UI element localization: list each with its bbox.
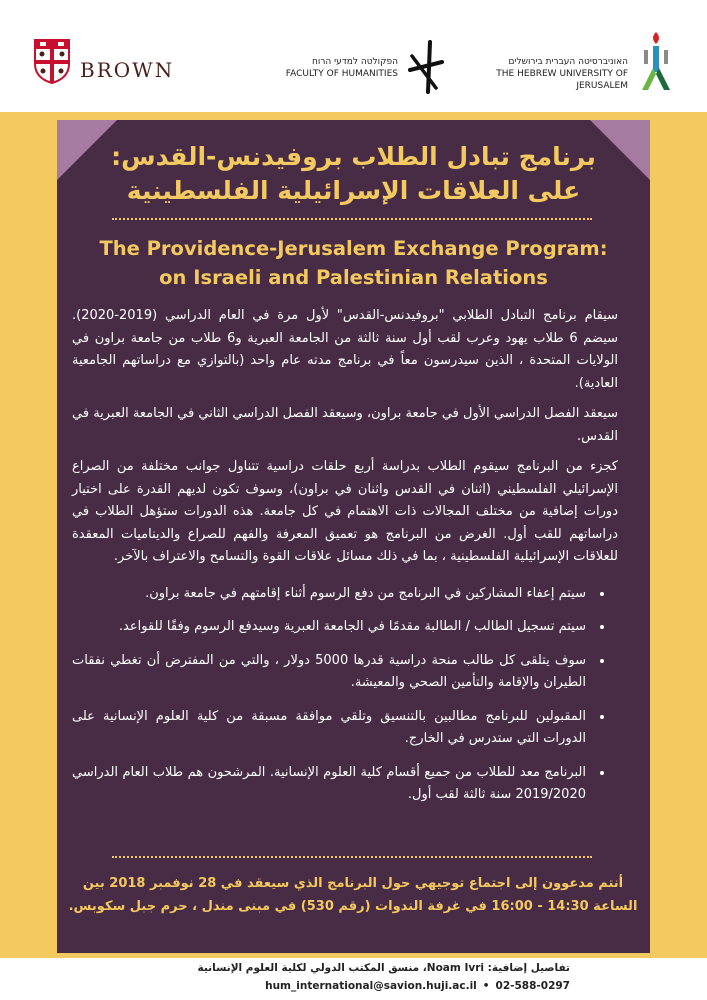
hebrew-university-label — [448, 56, 628, 92]
orientation-meeting-invitation — [64, 872, 642, 918]
arabic-title-line2: على العلاقات الإسرائيلية الفلسطينية — [126, 176, 581, 205]
brown-wordmark: BROWN — [80, 58, 175, 82]
hebrew-university-label-hebrew: האוניברסיטה העברית בירושלים — [508, 57, 628, 67]
humanities-brush-logo — [406, 40, 444, 94]
paragraph-intro: سيقام برنامج التبادل الطلابي "بروفيدنس-القدس" لأول مرة في العام الدراسي (2019-2020). سيضم 6 طلاب يهود وعرب لقب أول سنة ثالثة من الجامعة العبرية و6 طلاب من جامعة براون في الولايات المتحدة ، الذين سيدرسون معاً في برنامج مدته عام واحد (بالتوازي مع دراساتهم الجامعية العادية). — [72, 308, 619, 391]
list-item: • سوف يتلقى كل طالب منحة دراسية قدرها 5000 دولار ، والتي من المفترض أن تغطي نفقات الطيران والإقامة والتأمين الصحي والمعيشة. — [72, 650, 590, 695]
contact-person: تفاصيل إضافية: Noam Ivri، منسق المكتب الدولي لكلية العلوم الإنسانية — [197, 962, 570, 974]
hebrew-university-label-english: THE HEBREW UNIVERSITY OF JERUSALEM — [496, 69, 628, 91]
contact-phone[interactable]: 02-588-0297 — [495, 980, 570, 992]
list-item: • سيتم إعفاء المشاركين في البرنامج من دفع الرسوم أثناء إقامتهم في جامعة براون. — [72, 583, 590, 606]
contact-email-link[interactable]: hum_international@savion.huji.ac.il — [265, 980, 477, 992]
english-title-line2: on Israeli and Palestinian Relations — [159, 266, 548, 289]
dotted-divider-top — [112, 218, 592, 220]
english-title — [57, 234, 650, 292]
header — [0, 0, 707, 112]
arabic-title — [57, 140, 650, 208]
list-item: • المقبولين للبرنامج مطالبين بالتنسيق وتلقي موافقة مسبقة من كلية العلوم الإنسانية على الدورات التي ستدرس في الخارج. — [72, 706, 590, 751]
program-conditions-list — [72, 583, 618, 807]
contact-details — [140, 980, 570, 992]
humanities-label-english: FACULTY OF HUMANITIES — [285, 69, 398, 79]
hebrew-university-logo — [636, 28, 676, 92]
dotted-divider-bottom — [112, 856, 592, 858]
paragraph-semesters: سيعقد الفصل الدراسي الأول في جامعة براون، وسيعقد الفصل الدراسي الثاني في الجامعة العبرية في القدس. — [72, 406, 618, 444]
brown-shield-logo — [33, 38, 71, 84]
list-item: • سيتم تسجيل الطالب / الطالبة مقدمًا في الجامعة العبرية وسيدفع الرسوم وفقًا للقواعد. — [72, 616, 590, 639]
contact-separator: • — [482, 980, 490, 992]
english-title-line1: The Providence-Jerusalem Exchange Program: — [99, 237, 608, 260]
arabic-title-line1: برنامج تبادل الطلاب بروفيدنس-القدس: — [111, 142, 596, 171]
invitation-line1: أنتم مدعوون إلى اجتماع توجيهي حول البرنامج الذي سيعقد في 28 نوفمبر 2018 بين — [82, 876, 624, 891]
paragraph-curriculum: كجزء من البرنامج سيقوم الطلاب بدراسة أربع حلقات دراسية تتناول جوانب مختلفة من الصراع الإسرائيلي الفلسطيني (اثنان في القدس واثنان في براون)، وسوف تكون لديهم القدرة على اختيار دورات إضافية من مختلف المجالات ذات الاهتمام في كل جامعة. هذه الدورات ستؤهل الطلاب في دراساتهم للقب أول. الغرض من البرنامج هو تعميق المعرفة والفهم للصراع والديناميات المعقدة للعلاقات الإسرائيلية الفلسطينية ، بما في ذلك مسائل علاقات القوة والتسامح والاعتراف بالآخر. — [72, 459, 618, 564]
contact-footer — [0, 958, 707, 1000]
program-description — [72, 305, 618, 818]
list-item: • البرنامج معد للطلاب من جميع أقسام كلية العلوم الإنسانية. المرشحون هم طلاب العام الدراسي 2019/2020 سنة ثالثة لقب أول. — [72, 762, 590, 807]
invitation-line2: الساعة 14:30 - 16:00 في غرفة الندوات (رقم 530) في مبنى مندل ، حرم جبل سكوبس. — [68, 899, 638, 914]
humanities-faculty-label — [248, 56, 398, 80]
humanities-label-hebrew: הפקולטה למדעי הרוח — [312, 57, 398, 67]
